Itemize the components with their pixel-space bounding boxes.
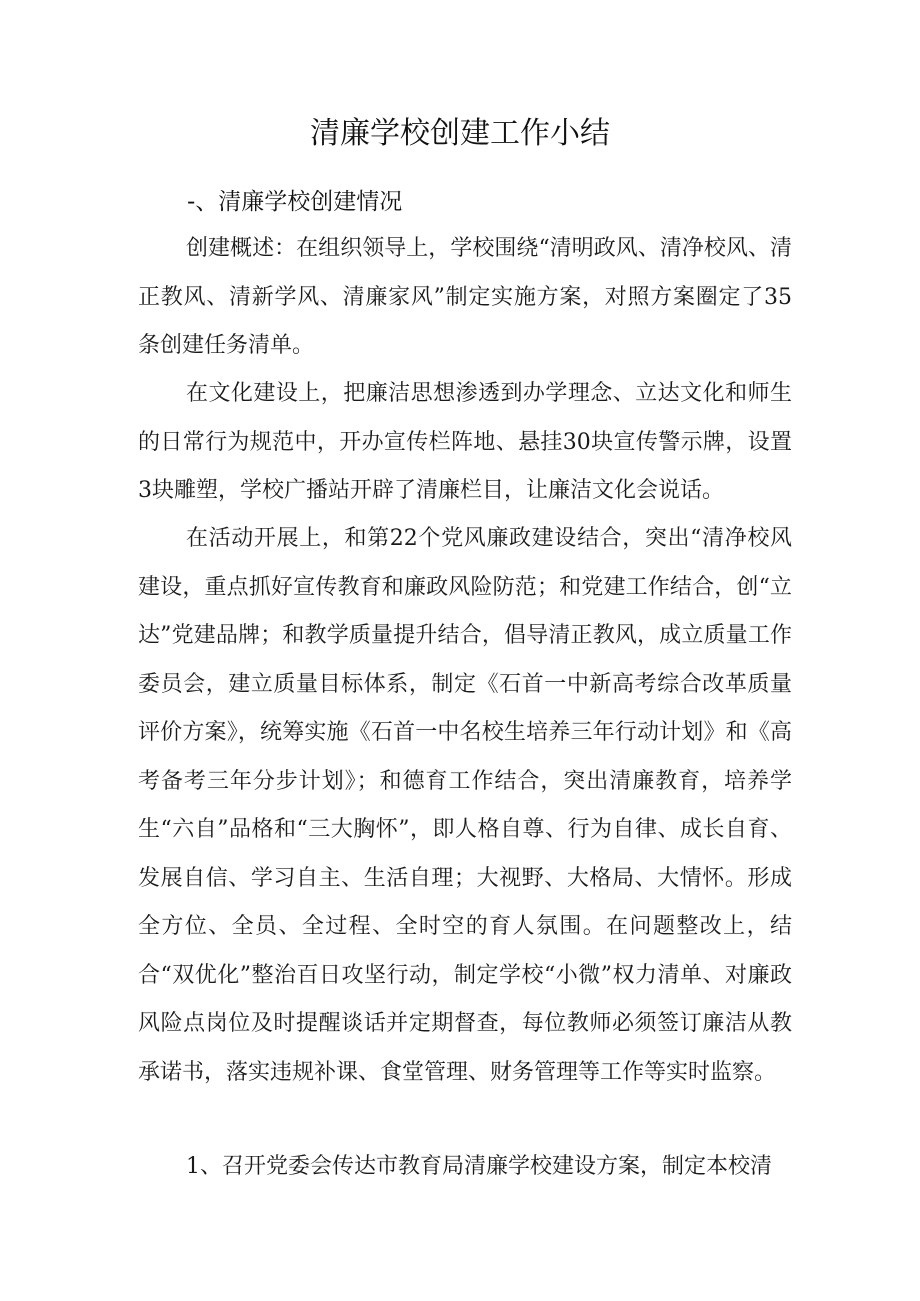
paragraph-overview: 创建概述：在组织领导上，学校围绕“清明政风、清净校风、清正教风、清新学风、清廉家风”制定实施方案，对照方案圈定了35条创建任务清单。 <box>138 236 792 358</box>
paragraph-culture: 在文化建设上，把廉洁思想渗透到办学理念、立达文化和师生的日常行为规范中，开办宣传栏阵地、悬挂30块宣传警示牌，设置3块雕塑，学校广播站开辟了清廉栏目，让廉洁文化会说话。 <box>138 381 792 503</box>
paragraph-activities: 在活动开展上，和第22个党风廉政建设结合，突出“清净校风建设，重点抓好宣传教育和廉政风险防范；和党建工作结合，创“立达”党建品牌；和教学质量提升结合，倡导清正教风，成立质量工作委员会，建立质量目标体系，制定《石首一中新高考综合改革质量评价方案》，统筹实施《石首一中名校生培养三年行动计划》和《高考备考三年分步计划》；和德育工作结合，突出清廉教育，培养学生“六自”品格和“三大胸怀”，即人格自尊、行为自律、成长自育、发展自信、学习自主、生活自理；大视野、大格局、大情怀。形成全方位、全员、全过程、全时空的育人氛围。在问题整改上，结合“双优化”整治百日攻坚行动，制定学校“小微”权力清单、对廉政风险点岗位及时提醒谈话并定期督查，每位教师必须签订廉洁从教承诺书，落实违规补课、食堂管理、财务管理等工作等实时监察。 <box>138 526 792 1085</box>
section-heading: -、清廉学校创建情况 <box>187 189 403 215</box>
paragraph-item-1: 1、召开党委会传达市教育局清廉学校建设方案，制定本校清 <box>186 1154 772 1179</box>
document-title: 清廉学校创建工作小结 <box>310 116 610 151</box>
